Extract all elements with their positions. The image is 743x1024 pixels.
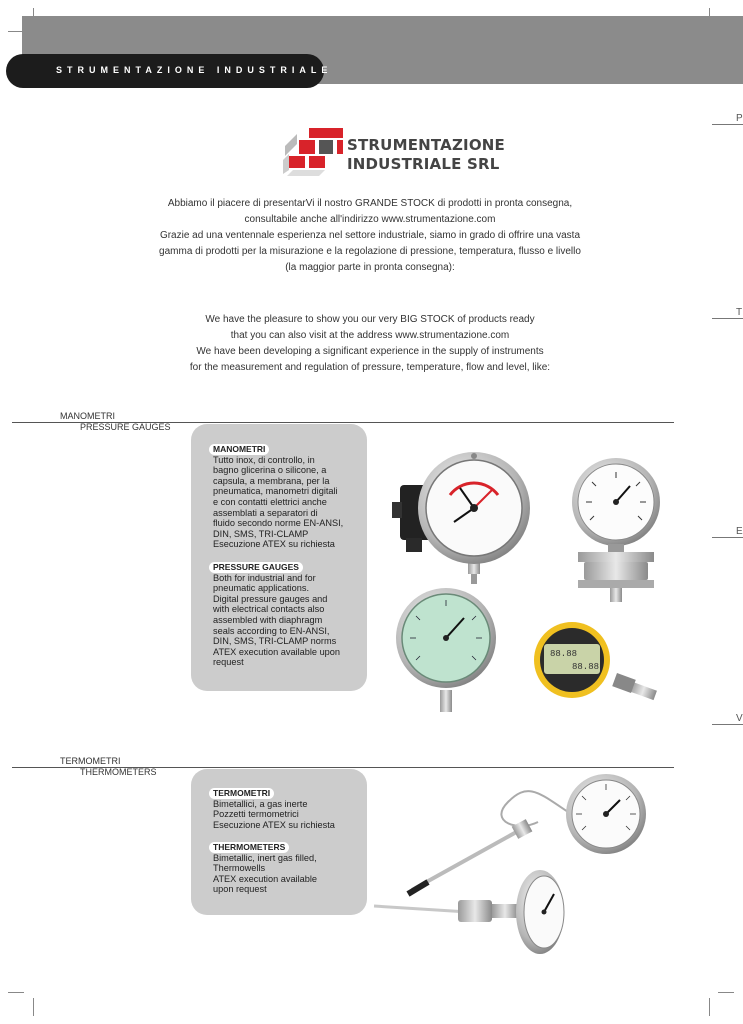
- logo-text-line2: INDUSTRIALE SRL: [347, 155, 500, 173]
- section-title-it: MANOMETRI: [60, 411, 115, 421]
- heading-badge: MANOMETRI: [209, 444, 269, 455]
- text-line: capsula, a membrana, per la: [213, 475, 330, 486]
- pressure-gauges-text-it: [213, 444, 368, 550]
- intro-line: for the measurement and regulation of pressure, temperature, flow and level, like:: [189, 362, 551, 373]
- text-line: Pozzetti termometrici: [213, 809, 299, 820]
- text-line: upon request: [213, 884, 267, 895]
- contact-gauge-icon: [392, 452, 530, 584]
- side-rule: [712, 724, 743, 725]
- section-title-it: TERMOMETRI: [60, 756, 121, 766]
- intro-line: gamma di prodotti per la misurazione e la regolazione di pressione, temperatura, flusso e livello: [159, 246, 581, 257]
- section-title-en: PRESSURE GAUGES: [80, 422, 171, 432]
- text-line: seals according to EN-ANSI,: [213, 625, 330, 636]
- text-line: Esecuzione ATEX su richiesta: [213, 539, 335, 550]
- side-letter: T: [736, 307, 743, 318]
- text-line: e con contatti elettrici anche: [213, 496, 327, 507]
- text-line: Tutto inox, di controllo, in: [213, 454, 315, 465]
- text-line: with electrical contacts also: [213, 604, 325, 615]
- intro-line: We have been developing a significant experience in the supply of instruments: [196, 346, 544, 357]
- text-line: pneumatica, manometri digitali: [213, 486, 338, 497]
- intro-line: We have the pleasure to show you our very BIG STOCK of products ready: [205, 314, 535, 325]
- text-line: Bimetallici, a gas inerte: [213, 798, 308, 809]
- header-title: STRUMENTAZIONE INDUSTRIALE: [56, 65, 333, 75]
- crop-mark: [8, 992, 24, 993]
- heading-badge: THERMOMETERS: [209, 842, 289, 853]
- text-line: fluido secondo norme EN-ANSI,: [213, 518, 344, 529]
- digital-display-bottom: 88.88: [572, 662, 600, 672]
- header-title-pill: [6, 54, 333, 88]
- bimetallic-thermometer-icon: [374, 870, 564, 954]
- side-letter: V: [736, 713, 743, 724]
- thermometers-photo: [368, 772, 678, 972]
- side-letter: E: [736, 526, 743, 537]
- intro-english: [100, 312, 640, 376]
- logo-text-line1: STRUMENTAZIONE: [347, 136, 505, 154]
- side-letter: P: [736, 113, 743, 124]
- test-gauge-icon: [396, 588, 496, 712]
- crop-mark: [709, 998, 710, 1016]
- text-line: Bimetallic, inert gas filled,: [213, 852, 317, 863]
- text-line: DIN, SMS, TRI-CLAMP norms: [213, 636, 337, 647]
- digital-display-top: 88.88: [550, 649, 578, 659]
- text-line: bagno glicerina o silicone, a: [213, 465, 327, 476]
- side-rule: [712, 537, 743, 538]
- intro-line: consultabile anche all'indirizzo www.strumentazione.com: [244, 214, 496, 225]
- heading-badge: TERMOMETRI: [209, 788, 274, 799]
- gas-thermometer-icon: [408, 774, 646, 894]
- intro-line: Grazie ad una ventennale esperienza nel settore industriale, siamo in grado di offrire una vasta: [159, 230, 581, 241]
- text-line: Both for industrial and for: [213, 572, 316, 583]
- intro-line: (la maggior parte in pronta consegna):: [285, 262, 455, 273]
- digital-gauge-icon: [534, 622, 657, 700]
- crop-mark: [718, 992, 734, 993]
- diaphragm-gauge-icon: [572, 458, 660, 602]
- text-line: Digital pressure gauges and: [213, 593, 328, 604]
- text-line: assembled with diaphragm: [213, 614, 323, 625]
- text-line: ATEX execution available upon: [213, 646, 341, 657]
- text-line: ATEX execution available: [213, 873, 318, 884]
- text-line: pneumatic applications.: [213, 583, 310, 594]
- thermometers-text-en: [213, 842, 368, 895]
- heading-badge: PRESSURE GAUGES: [209, 562, 303, 573]
- crop-mark: [33, 998, 34, 1016]
- text-line: Thermowells: [213, 863, 266, 874]
- intro-line: Abbiamo il piacere di presentarVi il nostro GRANDE STOCK di prodotti in pronta consegna,: [167, 198, 573, 209]
- text-line: Esecuzione ATEX su richiesta: [213, 819, 335, 830]
- side-rule: [712, 318, 743, 319]
- text-line: DIN, SMS, TRI-CLAMP: [213, 528, 309, 539]
- intro-italian: [100, 196, 640, 276]
- text-line: assemblati a separatori di: [213, 507, 318, 518]
- intro-line: that you can also visit at the address www.strumentazione.com: [230, 330, 510, 341]
- section-title-en: THERMOMETERS: [80, 767, 157, 777]
- logo-mark-icon: [283, 128, 343, 176]
- pressure-gauges-text-en: [213, 562, 368, 668]
- thermometers-text-it: [213, 788, 368, 830]
- side-rule: [712, 124, 743, 125]
- text-line: request: [213, 657, 244, 668]
- pressure-gauges-photo: [380, 450, 680, 730]
